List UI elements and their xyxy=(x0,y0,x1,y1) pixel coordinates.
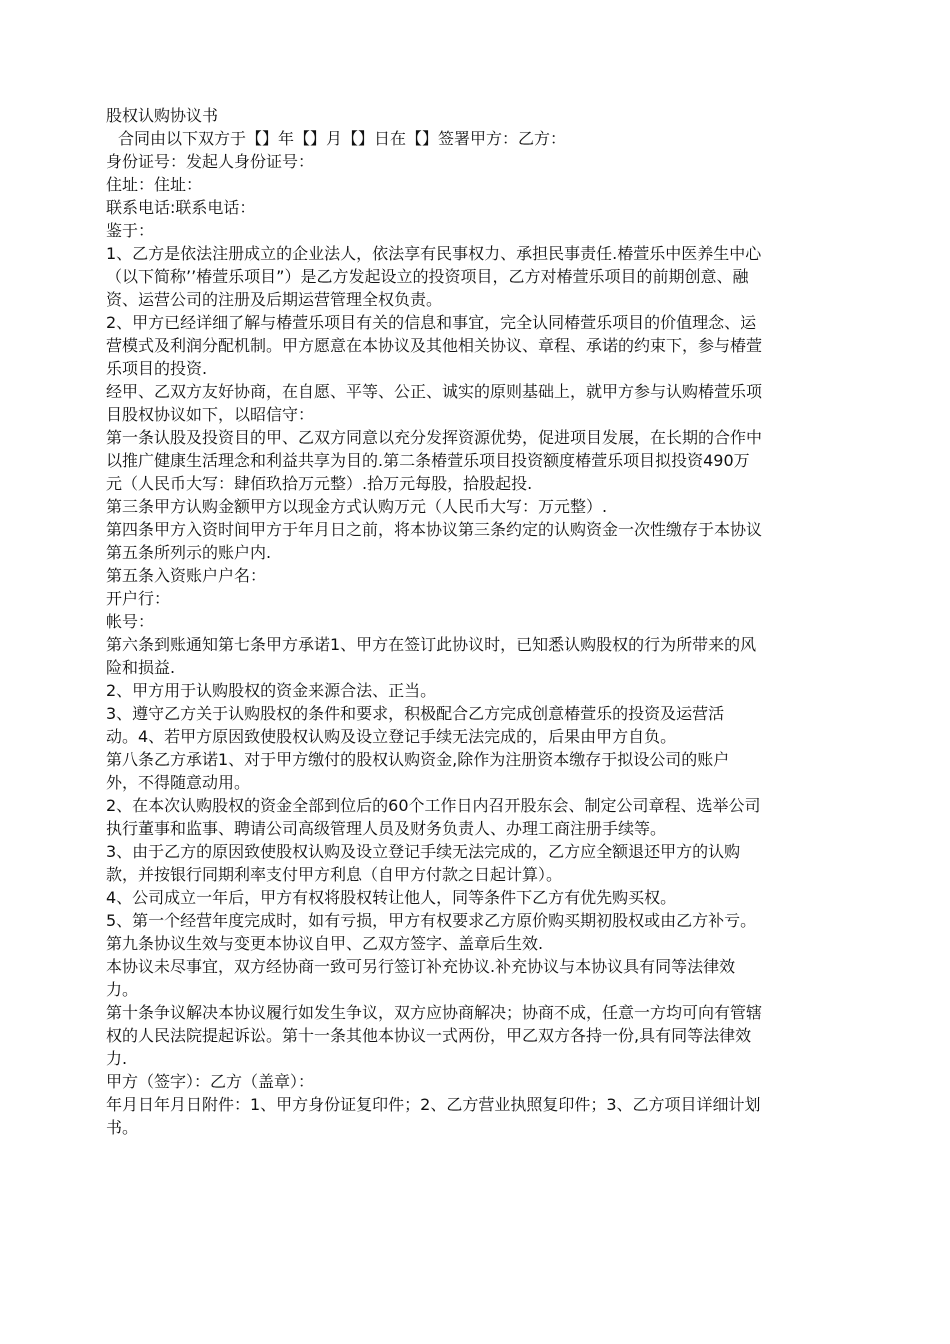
paragraph-line: 资、运营公司的注册及后期运营管理全权负责。 xyxy=(106,290,443,309)
article-line: 险和损益. xyxy=(106,658,176,677)
article-line: 元（人民币大写：肆佰玖拾万元整）.拾万元每股，拾股起投. xyxy=(106,474,533,493)
article-line: 动。4、若甲方原因致使股权认购及设立登记手续无法完成的，后果由甲方自负。 xyxy=(106,727,677,746)
article-line: 第四条甲方入资时间甲方于年月日之前，将本协议第三条约定的认购资金一次性缴存于本协议 xyxy=(106,520,763,539)
paragraph-line: 乐项目的投资. xyxy=(106,359,208,378)
article-line: 以推广健康生活理念和利益共享为目的.第二条椿萱乐项目投资额度椿萱乐项目拟投资490万 xyxy=(106,451,750,470)
paragraph-line: 2、甲方已经详细了解与椿萱乐项目有关的信息和事宜，完全认同椿萱乐项目的价值理念、运 xyxy=(106,313,757,332)
article-line: 力。 xyxy=(106,980,139,999)
paragraph-line: 经甲、乙双方友好协商，在自愿、平等、公正、诚实的原则基础上，就甲方参与认购椿萱乐项 xyxy=(106,382,763,401)
paragraph-line: 目股权协议如下，以昭信守： xyxy=(106,405,315,424)
article-line: 5、第一个经营年度完成时，如有亏损，甲方有权要求乙方原价购买期初股权或由乙方补亏。 xyxy=(106,911,757,930)
article-line: 第八条乙方承诺1、对于甲方缴付的股权认购资金,除作为注册资本缴存于拟设公司的账户 xyxy=(106,750,730,769)
attachments-line: 年月日年月日附件：1、甲方身份证复印件；2、乙方营业执照复印件；3、乙方项目详细计划 xyxy=(106,1095,761,1114)
id-number-line: 身份证号：发起人身份证号： xyxy=(106,152,315,171)
article-line: 2、甲方用于认购股权的资金来源合法、正当。 xyxy=(106,681,437,700)
phone-line: 联系电话:联系电话： xyxy=(106,198,256,217)
document-page xyxy=(106,104,854,1139)
paragraph-line: 营模式及利润分配机制。甲方愿意在本协议及其他相关协议、章程、承诺的约束下，参与椿萱 xyxy=(106,336,763,355)
contract-intro-line: 合同由以下双方于【】年【】月【】日在【】签署甲方：乙方： xyxy=(118,129,567,148)
article-line: 外，不得随意动用。 xyxy=(106,773,251,792)
article-line: 第五条所列示的账户内. xyxy=(106,543,272,562)
article-line: 款，并按银行同期利率支付甲方利息（自甲方付款之日起计算）。 xyxy=(106,865,563,884)
article-line: 第五条入资账户户名： xyxy=(106,566,267,585)
article-line: 执行董事和监事、聘请公司高级管理人员及财务负责人、办理工商注册手续等。 xyxy=(106,819,667,838)
article-line: 3、由于乙方的原因致使股权认购及设立登记手续无法完成的，乙方应全额退还甲方的认购 xyxy=(106,842,741,861)
article-line: 2、在本次认购股权的资金全部到位后的60个工作日内召开股东会、制定公司章程、选举公司 xyxy=(106,796,761,815)
article-line: 第三条甲方认购金额甲方以现金方式认购万元（人民币大写：万元整）. xyxy=(106,497,608,516)
document-title: 股权认购协议书 xyxy=(106,106,219,125)
article-line: 力. xyxy=(106,1049,128,1068)
article-line: 帐号： xyxy=(106,612,155,631)
paragraph-line: （以下简称’’椿萱乐项目”）是乙方发起设立的投资项目，乙方对椿萱乐项目的前期创意、融 xyxy=(106,267,749,286)
paragraph-line: 1、乙方是依法注册成立的企业法人，依法享有民事权力、承担民事责任.椿萱乐中医养生中心 xyxy=(106,244,762,263)
article-line: 第九条协议生效与变更本协议自甲、乙双方签字、盖章后生效. xyxy=(106,934,544,953)
signature-line: 甲方（签字）：乙方（盖章）： xyxy=(106,1072,315,1091)
article-line: 本协议未尽事宜，双方经协商一致可另行签订补充协议.补充协议与本协议具有同等法律效 xyxy=(106,957,736,976)
whereas-heading: 鉴于： xyxy=(106,221,155,240)
article-line: 第十条争议解决本协议履行如发生争议，双方应协商解决；协商不成，任意一方均可向有管辖 xyxy=(106,1003,763,1022)
address-line: 住址：住址： xyxy=(106,175,203,194)
article-line: 开户行： xyxy=(106,589,171,608)
attachments-line: 书。 xyxy=(106,1118,139,1137)
article-line: 3、遵守乙方关于认购股权的条件和要求，积极配合乙方完成创意椿萱乐的投资及运营活 xyxy=(106,704,725,723)
article-line: 4、公司成立一年后，甲方有权将股权转让他人，同等条件下乙方有优先购买权。 xyxy=(106,888,677,907)
article-line: 第六条到账通知第七条甲方承诺1、甲方在签订此协议时，已知悉认购股权的行为所带来的风 xyxy=(106,635,757,654)
article-line: 第一条认股及投资目的甲、乙双方同意以充分发挥资源优势，促进项目发展，在长期的合作中 xyxy=(106,428,763,447)
article-line: 权的人民法院提起诉讼。第十一条其他本协议一式两份，甲乙双方各持一份,具有同等法律效 xyxy=(106,1026,752,1045)
